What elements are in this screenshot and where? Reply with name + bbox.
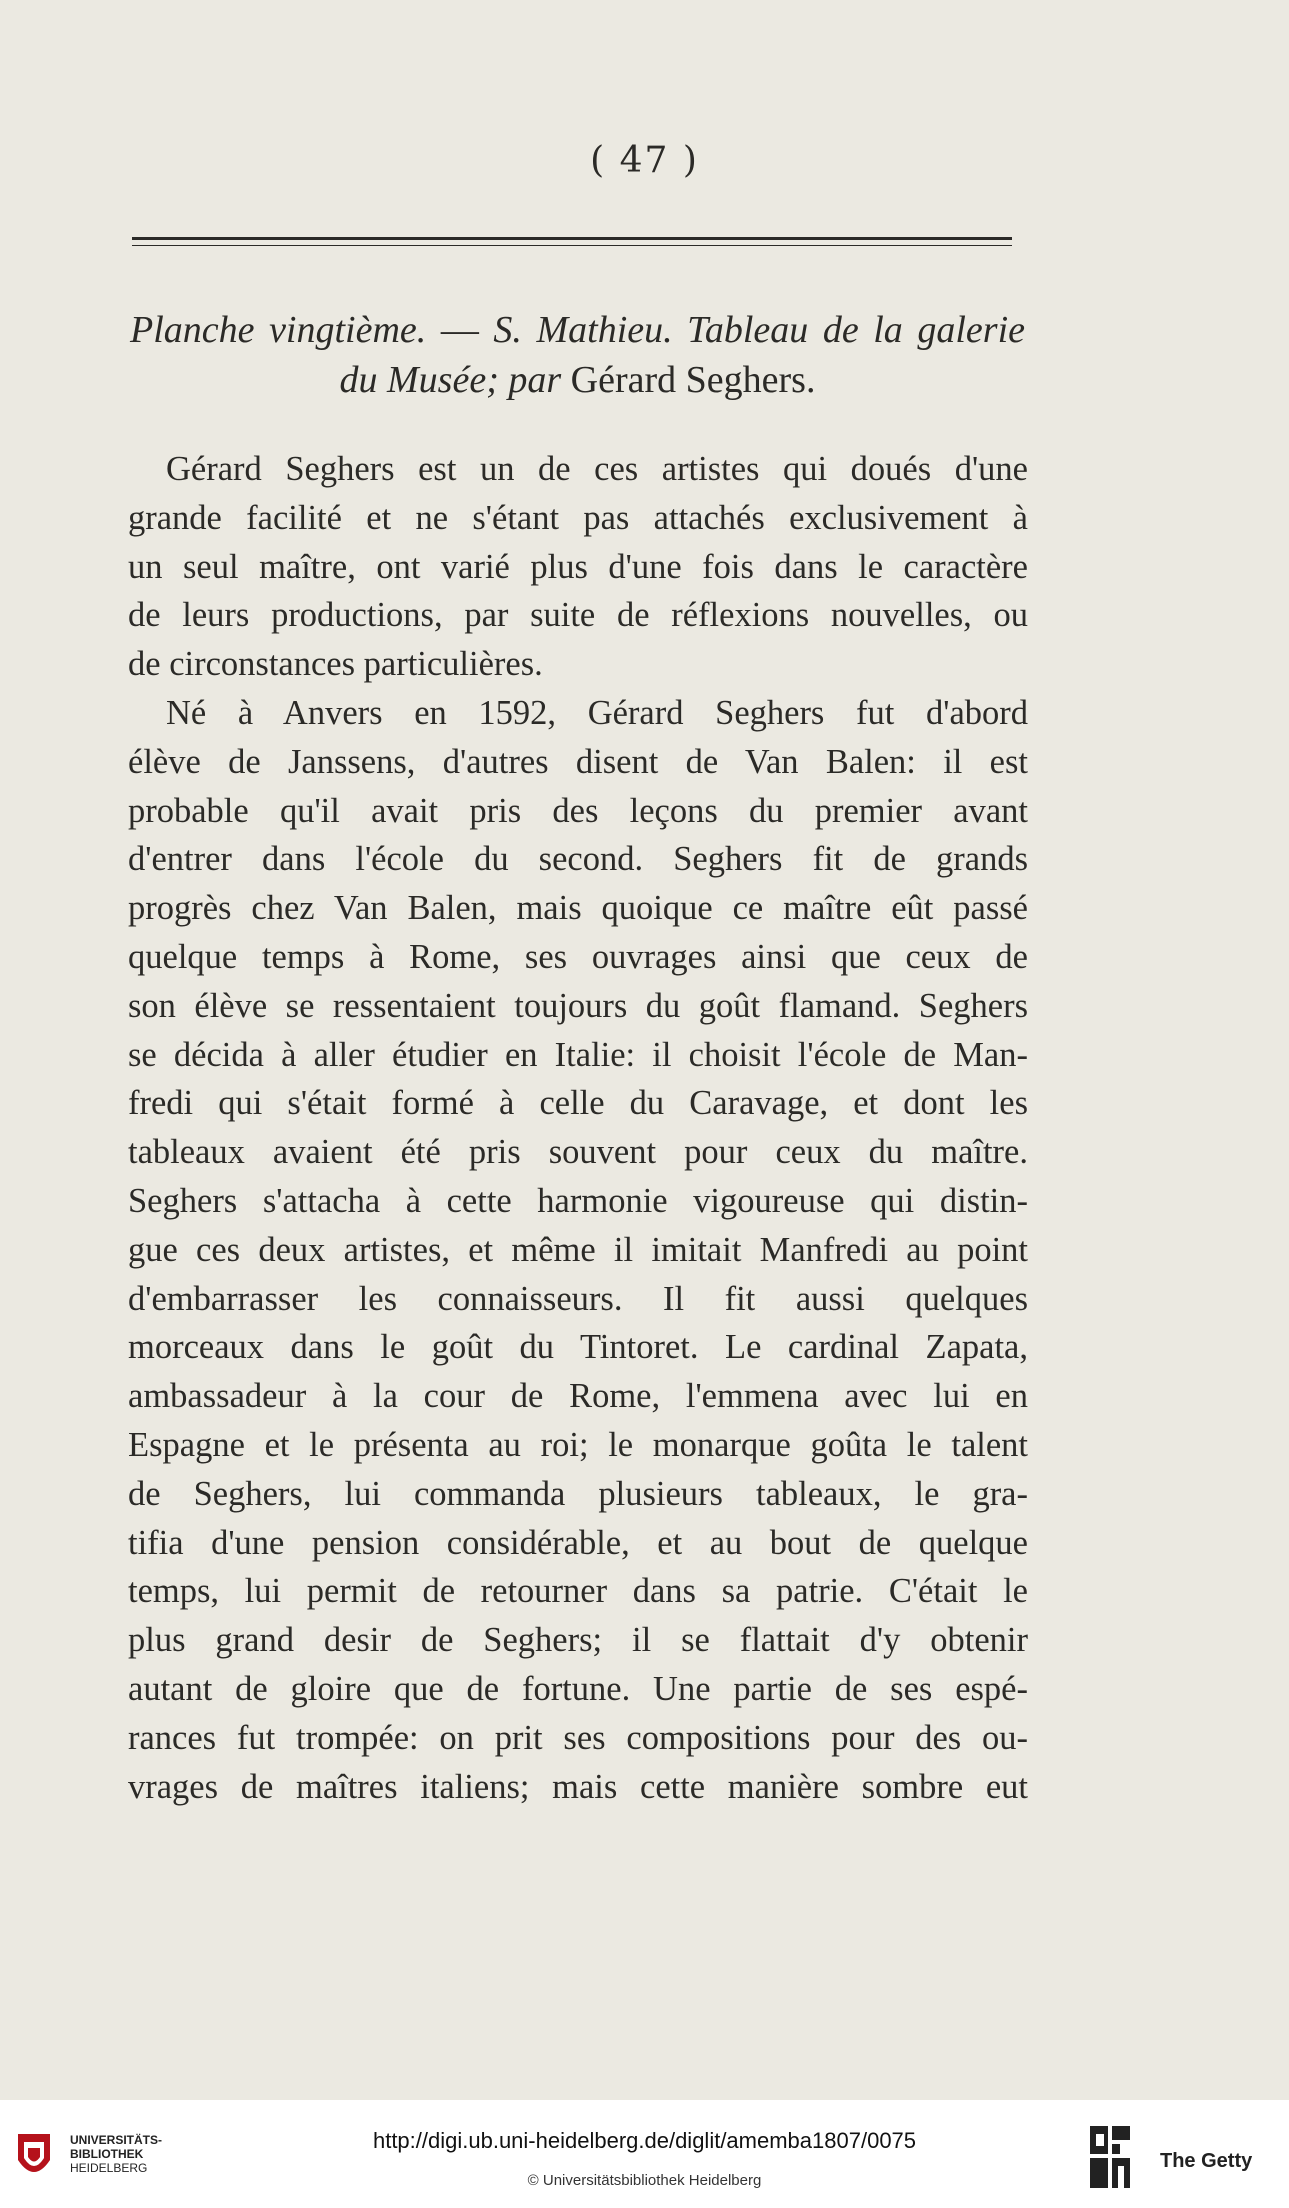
header-rule-thick — [132, 237, 1012, 240]
text-line: son élève se ressentaient toujours du goût flamand. Seghers — [128, 986, 1028, 1025]
text-line: Espagne et le présenta au roi; le monarque goûta le talent — [128, 1425, 1028, 1464]
text-line: quelque temps à Rome, ses ouvrages ainsi que ceux de — [128, 937, 1028, 976]
text-line: grande facilité et ne s'étant pas attachés exclusivement à — [128, 498, 1028, 537]
text-line: probable qu'il avait pris des leçons du premier avant — [128, 791, 1028, 830]
text-line: vrages de maîtres italiens; mais cette manière sombre eut — [128, 1767, 1028, 1806]
text-line: de circonstances particulières. — [128, 645, 543, 684]
heading-line-1: Planche vingtième. — S. Mathieu. Tableau de la galerie — [130, 309, 1026, 351]
text-line: ambassadeur à la cour de Rome, l'emmena avec lui en — [128, 1377, 1028, 1416]
copyright-notice: © Universitätsbibliothek Heidelberg — [527, 2172, 762, 2189]
text-line: élève de Janssens, d'autres disent de Van Balen: il est — [128, 742, 1028, 781]
text-line: Né à Anvers en 1592, Gérard Seghers fut d'abord — [166, 693, 1028, 732]
permalink-url[interactable]: http://digi.ub.uni-heidelberg.de/diglit/amemba1807/0075 — [372, 2128, 917, 2153]
text-line: d'embarrasser les connaisseurs. Il fit aussi quelques — [128, 1279, 1028, 1318]
text-line: temps, lui permit de retourner dans sa patrie. C'était le — [128, 1572, 1028, 1611]
getty-logo-icon — [1088, 2124, 1134, 2190]
text-line: progrès chez Van Balen, mais quoique ce maître eût passé — [128, 889, 1028, 928]
text-line: tifia d'une pension considérable, et au bout de quelque — [128, 1523, 1028, 1562]
heading-line-2: du Musée; par Gérard Seghers. — [339, 359, 816, 401]
text-line: d'entrer dans l'école du second. Seghers fit de grands — [128, 840, 1028, 879]
text-line: fredi qui s'était formé à celle du Caravage, et dont les — [128, 1084, 1028, 1123]
body-text — [128, 445, 1028, 1811]
header-rule-thin — [132, 245, 1012, 246]
text-line: tableaux avaient été pris souvent pour ceux du maître. — [128, 1133, 1028, 1172]
text-line: morceaux dans le goût du Tintoret. Le cardinal Zapata, — [128, 1328, 1028, 1367]
text-line: plus grand desir de Seghers; il se flattait d'y obtenir — [128, 1621, 1028, 1660]
text-line: se décida à aller étudier en Italie: il choisit l'école de Man- — [128, 1035, 1028, 1074]
text-line: un seul maître, ont varié plus d'une fois dans le caractère — [128, 547, 1028, 586]
text-line: gue ces deux artistes, et même il imitait Manfredi au point — [128, 1230, 1028, 1269]
text-line: rances fut trompée: on prit ses compositions pour des ou- — [128, 1718, 1028, 1757]
text-line: de leurs productions, par suite de réflexions nouvelles, ou — [128, 596, 1028, 635]
university-name: UNIVERSITÄTS- BIBLIOTHEK HEIDELBERG — [70, 2133, 163, 2175]
text-line: de Seghers, lui commanda plusieurs tableaux, le gra- — [128, 1474, 1028, 1513]
text-line: autant de gloire que de fortune. Une partie de ses espé- — [128, 1669, 1028, 1708]
plate-heading — [130, 305, 1025, 405]
page-number: ( 47 ) — [590, 140, 699, 181]
getty-name: The Getty — [1160, 2150, 1253, 2172]
text-line: Gérard Seghers est un de ces artistes qui doués d'une — [166, 450, 1028, 488]
text-line: Seghers s'attacha à cette harmonie vigoureuse qui distin- — [128, 1181, 1028, 1220]
